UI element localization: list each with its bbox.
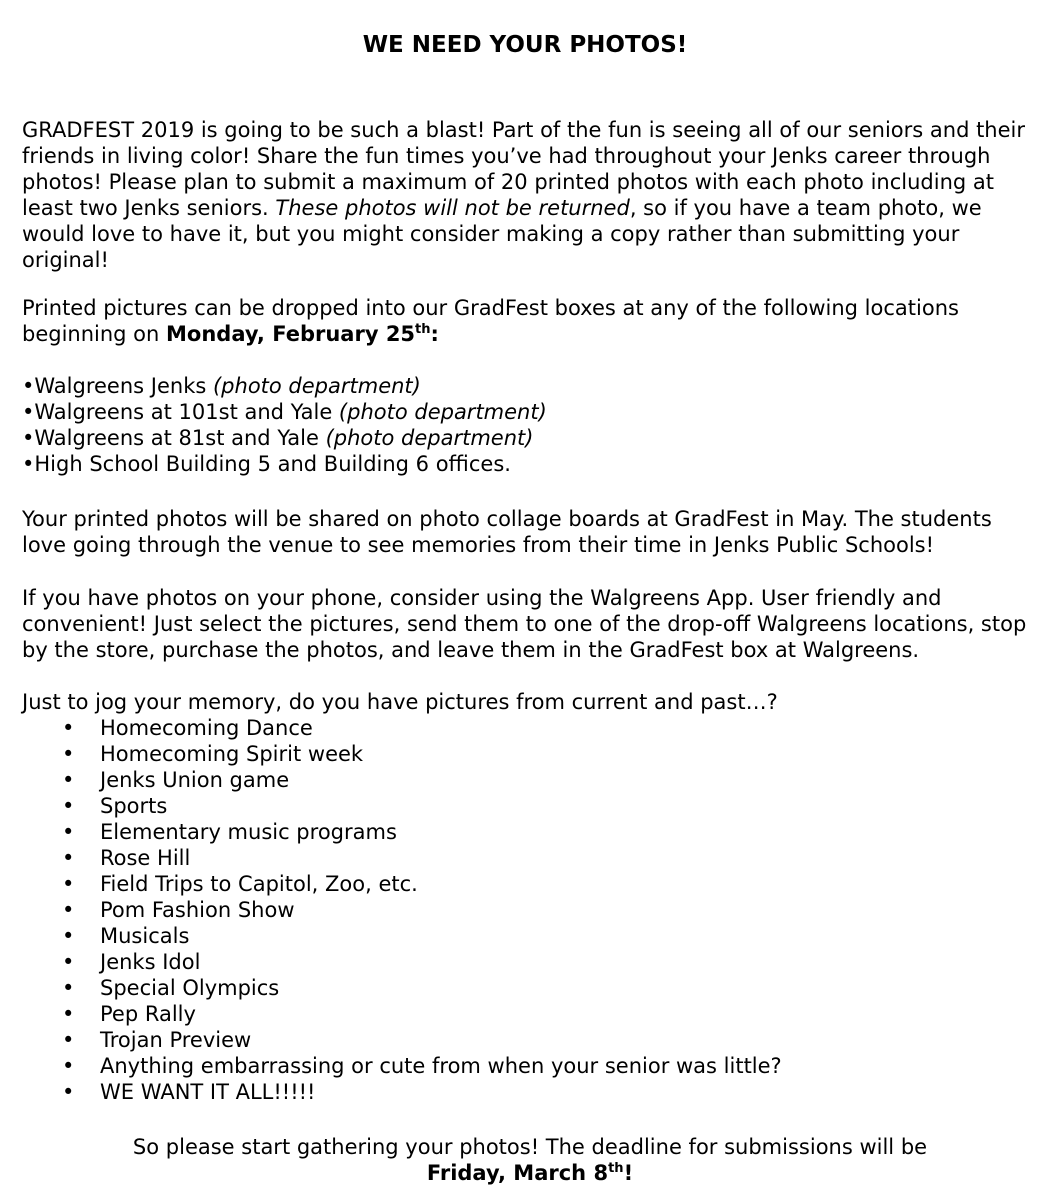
- memory-item-text: Pep Rally: [100, 1002, 196, 1026]
- memory-item-text: Pom Fashion Show: [100, 898, 295, 922]
- memory-item: [0, 1001, 1000, 1027]
- bullet-dot: •: [62, 872, 75, 896]
- page-title: WE NEED YOUR PHOTOS!: [362, 32, 688, 58]
- location-item: [22, 399, 1022, 425]
- intro-italic-note: These photos will not be returned: [275, 196, 630, 220]
- dropoff-date-suffix: th: [415, 322, 431, 337]
- memory-item-text: Trojan Preview: [100, 1028, 252, 1052]
- memory-item: [0, 793, 1000, 819]
- memory-item-text: Musicals: [100, 924, 190, 948]
- dropoff-date: [166, 322, 439, 346]
- memory-item-text: Special Olympics: [100, 976, 280, 1000]
- memory-item-text: Jenks Union game: [100, 768, 290, 792]
- memory-item: [0, 1053, 1000, 1079]
- location-item: [22, 425, 1022, 451]
- memory-item: [0, 871, 1000, 897]
- shared-paragraph: Your printed photos will be shared on photo collage boards at GradFest in May. The students love going through the venue to see memories from their time in Jenks Public Schools!: [22, 507, 992, 557]
- dropoff-colon: :: [430, 322, 439, 346]
- bullet-dot: •: [62, 1080, 75, 1104]
- memory-item: [0, 845, 1000, 871]
- location-bullet: •: [22, 400, 35, 424]
- deadline-line: [0, 1160, 1050, 1186]
- memory-item-text: Homecoming Spirit week: [100, 742, 364, 766]
- memory-item: [0, 897, 1000, 923]
- dropoff-date-text: Monday, February 25: [166, 322, 416, 346]
- bullet-dot: •: [62, 820, 75, 844]
- bullet-dot: •: [62, 716, 75, 740]
- location-item: [22, 373, 1022, 399]
- memory-item-text: Homecoming Dance: [100, 716, 313, 740]
- memory-list: [0, 715, 1000, 1105]
- bullet-dot: •: [62, 846, 75, 870]
- bullet-dot: •: [62, 898, 75, 922]
- bullet-dot: •: [62, 924, 75, 948]
- deadline-date-text: Friday, March 8: [426, 1161, 609, 1185]
- closing-line: So please start gathering your photos! The deadline for submissions will be: [132, 1135, 928, 1159]
- memory-item: [0, 767, 1000, 793]
- intro-text-2: , so if you have a team photo, we would love to have it, but you might consider making a copy rather than submitting your original!: [22, 196, 982, 272]
- memory-item-text: Sports: [100, 794, 168, 818]
- location-name: Walgreens at 81st and Yale: [34, 426, 326, 450]
- memory-item: [0, 949, 1000, 975]
- location-bullet: •: [22, 426, 35, 450]
- intro-text-1: GRADFEST 2019 is going to be such a blast! Part of the fun is seeing all of our seniors and their friends in living color! Share the fun times you’ve had throughout your Jenks career through photos! Please plan to submit a maximum of 20 printed photos with each photo including at least two Jenks seniors.: [22, 118, 1026, 220]
- location-name: Walgreens at 101st and Yale: [34, 400, 339, 424]
- location-note: (photo department): [325, 426, 534, 450]
- memory-item: [0, 923, 1000, 949]
- memory-item-text: Elementary music programs: [100, 820, 397, 844]
- deadline-end: !: [623, 1161, 634, 1185]
- intro-paragraph: [22, 117, 1032, 273]
- dropoff-text: Printed pictures can be dropped into our GradFest boxes at any of the following locations beginning on: [22, 296, 959, 346]
- memory-item: [0, 741, 1000, 767]
- closing-block: [0, 1134, 1050, 1186]
- memory-prompt: Just to jog your memory, do you have pictures from current and past…?: [22, 690, 778, 714]
- deadline-date-suffix: th: [608, 1161, 624, 1176]
- location-item: [22, 451, 1022, 477]
- dropoff-paragraph: [22, 295, 1032, 347]
- location-note: (photo department): [212, 374, 421, 398]
- memory-item: [0, 1027, 1000, 1053]
- location-name: High School Building 5 and Building 6 offices.: [34, 452, 511, 476]
- bullet-dot: •: [62, 768, 75, 792]
- bullet-dot: •: [62, 976, 75, 1000]
- walgreens-app-paragraph: If you have photos on your phone, consider using the Walgreens App. User friendly and convenient! Just select the pictures, send them to one of the drop-off Walgreens locations, stop by the store, purchase the photos, and leave them in the GradFest box at Walgreens.: [22, 586, 1027, 662]
- memory-item: [0, 715, 1000, 741]
- bullet-dot: •: [62, 1028, 75, 1052]
- location-bullet: •: [22, 374, 35, 398]
- location-list: [22, 373, 1022, 477]
- location-note: (photo department): [338, 400, 547, 424]
- location-name: Walgreens Jenks: [34, 374, 213, 398]
- deadline-date: [427, 1161, 633, 1185]
- bullet-dot: •: [62, 950, 75, 974]
- memory-item-text: WE WANT IT ALL!!!!!: [100, 1080, 316, 1104]
- memory-item: [0, 975, 1000, 1001]
- bullet-dot: •: [62, 794, 75, 818]
- memory-item: [0, 819, 1000, 845]
- memory-item-text: Field Trips to Capitol, Zoo, etc.: [100, 872, 418, 896]
- memory-item-text: Jenks Idol: [100, 950, 201, 974]
- memory-item-text: Anything embarrassing or cute from when your senior was little?: [100, 1054, 782, 1078]
- bullet-dot: •: [62, 1054, 75, 1078]
- bullet-dot: •: [62, 1002, 75, 1026]
- memory-item: [0, 1079, 1000, 1105]
- location-bullet: •: [22, 452, 35, 476]
- memory-item-text: Rose Hill: [100, 846, 191, 870]
- bullet-dot: •: [62, 742, 75, 766]
